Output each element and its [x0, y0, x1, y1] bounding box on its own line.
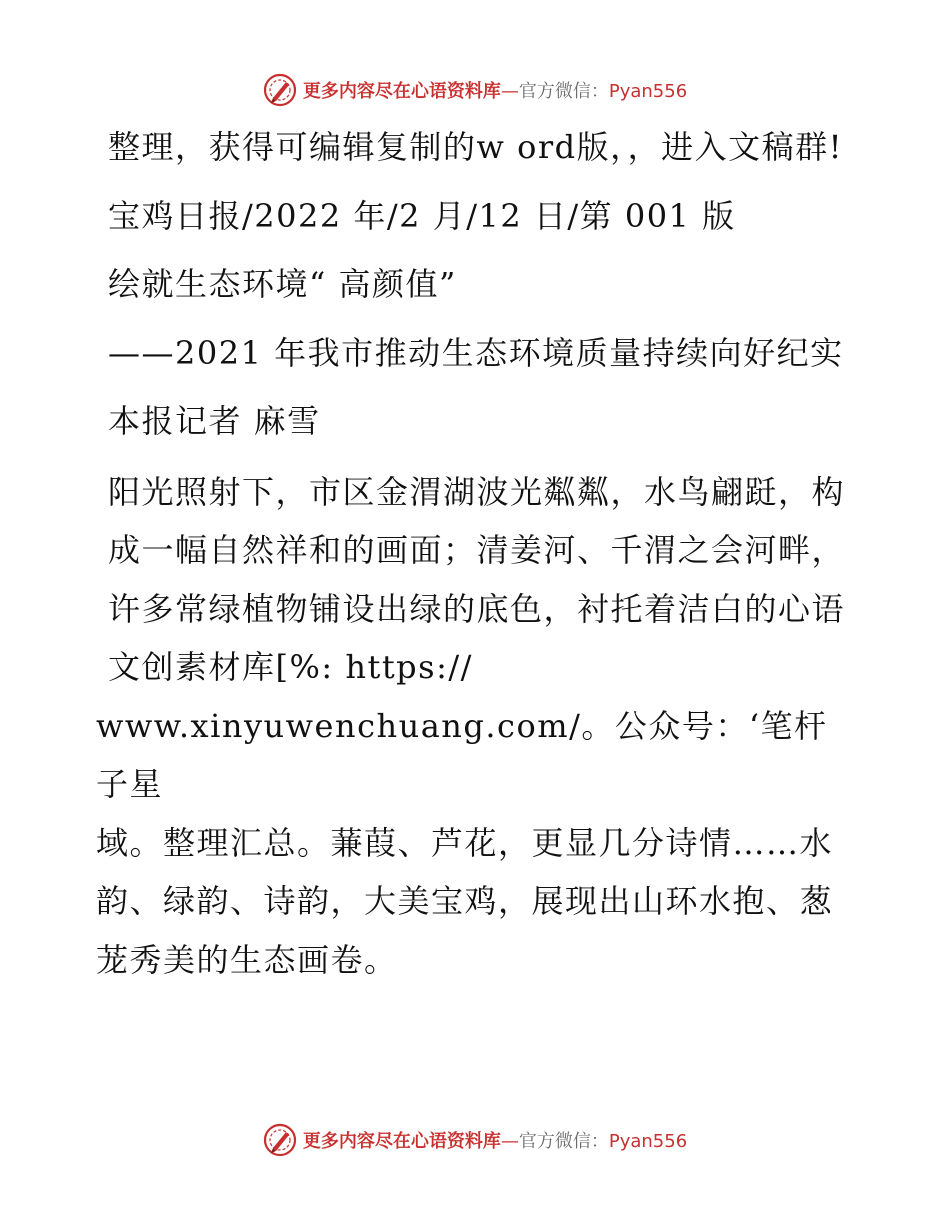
watermark-title: 更多内容尽在心语资料库 [302, 81, 501, 102]
watermark-wechat-label: 官方微信： [518, 1131, 609, 1152]
body-url-line: www.xinyuwenchuang.com/。公众号：‘笔杆子星 [96, 706, 828, 803]
headline: 绘就生态环境“ 高颜值” [108, 265, 457, 303]
watermark-dash: — [500, 81, 519, 102]
body-paragraph-part1: 阳光照射下，市区金渭湖波光粼粼，水鸟翩跹，构成一幅自然祥和的画面；清姜河、千渭之会河畔，许多常绿植物铺设出绿的底色，衬托着洁白的心语文创素材库[%: https:// [108, 472, 846, 686]
document-body [96, 118, 856, 989]
body-paragraph-part2: 域。整理汇总。蒹葭、芦花，更显几分诗情……水韵、绿韵、诗韵，大美宝鸡，展现出山环水抱、葱茏秀美的生态画卷。 [96, 823, 834, 979]
watermark-wechat-id: Pyan556 [608, 81, 688, 102]
byline: 本报记者 麻雪 [108, 402, 321, 440]
pen-logo-icon [263, 73, 297, 107]
watermark-title: 更多内容尽在心语资料库 [302, 1131, 501, 1152]
watermark-wechat-id: Pyan556 [608, 1131, 688, 1152]
dateline: 宝鸡日报/2022 年/2 月/12 日/第 001 版 [108, 196, 736, 235]
footer-watermark [0, 1120, 950, 1160]
article-body [96, 463, 856, 990]
watermark-wechat-label: 官方微信： [518, 81, 609, 102]
intro-paragraph: 整理，获得可编辑复制的w ord版，，进入文稿群! [108, 128, 843, 166]
watermark-dash: — [500, 1131, 519, 1152]
pen-logo-icon [263, 1123, 297, 1157]
header-watermark [0, 70, 950, 110]
subheadline: ——2021 年我市推动生态环境质量持续向好纪实 [108, 333, 844, 372]
